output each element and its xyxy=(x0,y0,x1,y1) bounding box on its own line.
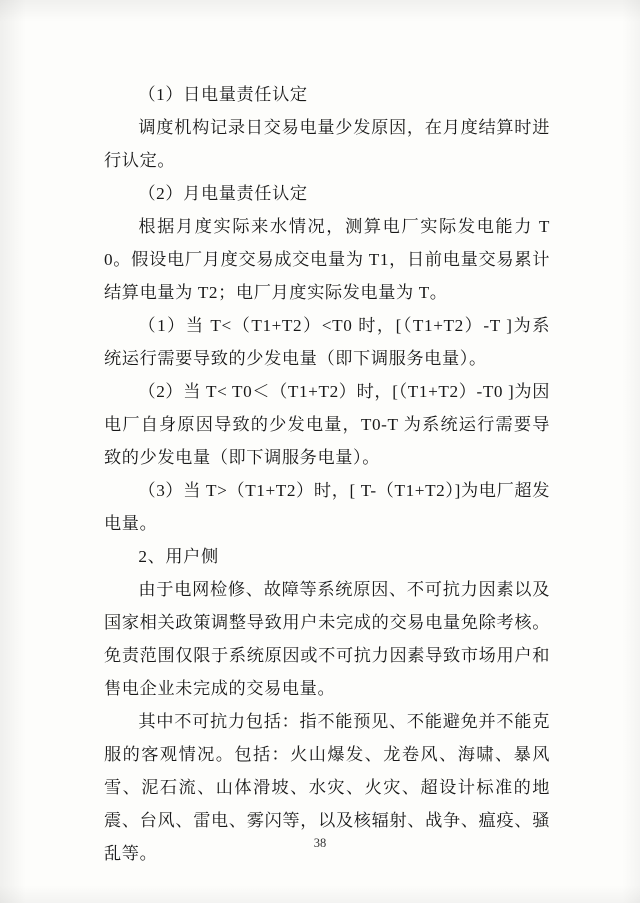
paragraph-case-3: （3）当 T>（T1+T2）时，[ T-（T1+T2）]为电厂超发电量。 xyxy=(104,481,550,533)
paragraph-monthly-electricity-body: 根据月度实际来水情况，测算电厂实际发电能力 T0。假设电厂月度交易成交电量为 T1，日前电量交易累计结算电量为 T2；电厂月度实际发电量为 T。 xyxy=(104,217,550,302)
page-edge-shadow-left xyxy=(0,0,26,903)
section-heading-user-side: 2、用户侧 xyxy=(138,547,219,566)
page-body xyxy=(104,78,550,870)
paragraph-force-majeure: 其中不可抗力包括：指不能预见、不能避免并不能克服的客观情况。包括：火山爆发、龙卷风、海啸、暴风雪、泥石流、山体滑坡、水灾、火灾、超设计标准的地震、台风、雷电、雾闪等，以及核辐射、战争、瘟疫、骚乱等。 xyxy=(104,712,550,863)
paragraph-daily-electricity-body: 调度机构记录日交易电量少发原因，在月度结算时进行认定。 xyxy=(104,118,550,170)
page-edge-shadow-right xyxy=(622,0,640,903)
paragraph-case-1: （1）当 T<（T1+T2）<T0 时，[（T1+T2）-T ]为系统运行需要导致的少发电量（即下调服务电量）。 xyxy=(104,316,550,368)
paragraph-monthly-electricity-heading: （2）月电量责任认定 xyxy=(138,184,308,203)
paragraph-user-side-exemption: 由于电网检修、故障等系统原因、不可抗力因素以及国家相关政策调整导致用户未完成的交易电量免除考核。免责范围仅限于系统原因或不可抗力因素导致市场用户和售电企业未完成的交易电量。 xyxy=(104,580,550,698)
page-edge-shadow-top xyxy=(0,0,640,22)
paragraph-case-2: （2）当 T< T0＜（T1+T2）时，[（T1+T2）-T0 ]为因电厂自身原因导致的少发电量，T0-T 为系统运行需要导致的少发电量（即下调服务电量）。 xyxy=(104,382,550,467)
page-edge-shadow-bottom xyxy=(0,885,640,903)
page-number: 38 xyxy=(313,836,327,850)
paragraph-daily-electricity-heading: （1）日电量责任认定 xyxy=(138,85,308,104)
